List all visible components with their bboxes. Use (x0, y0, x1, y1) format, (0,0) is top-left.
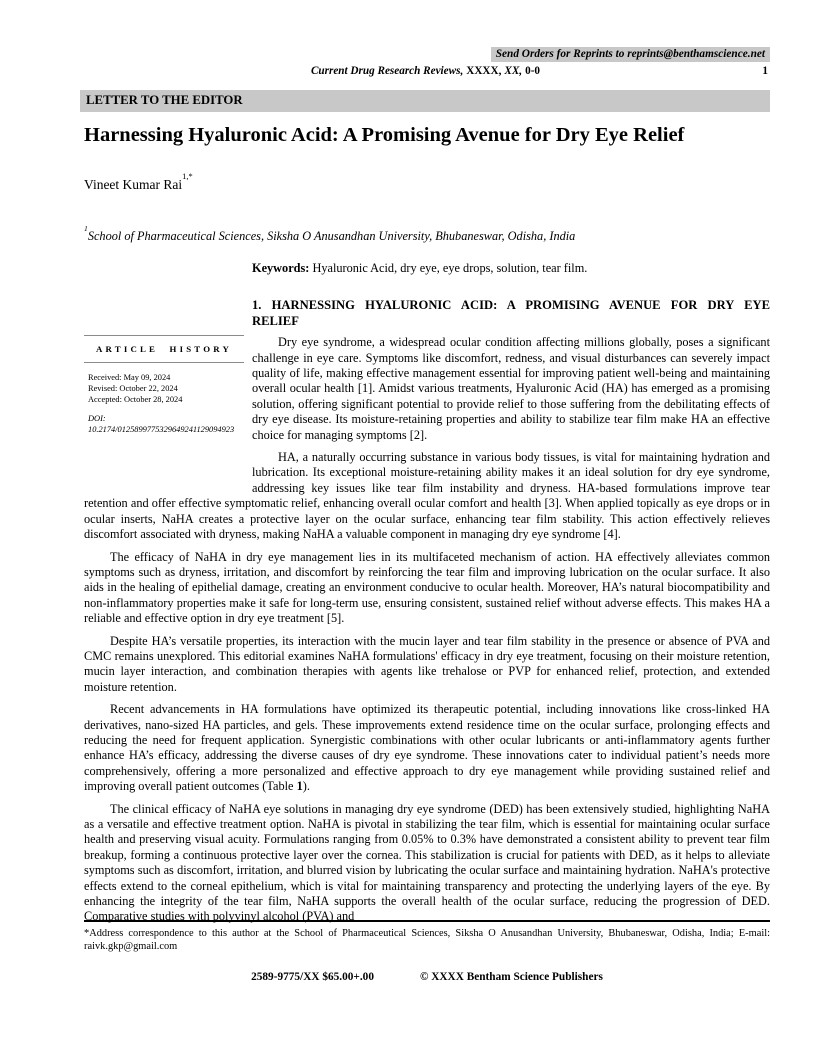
journal-issue: XX, (504, 65, 523, 77)
paragraph-4: Despite HA’s versatile properties, its interaction with the mucin layer and tear film stability in the presence or absence of PVA and CMC remains unexplored. This editorial examines NaHA formulations' efficacy in dry eye treatment, focusing on their moisture retention, mucin layer interaction, and combination therapies with agents like trehalose or PVP for enhanced relief, protection, and extended moisture retention. (84, 633, 770, 694)
table-1-reference: 1 (296, 779, 303, 794)
paragraph-6: The clinical efficacy of NaHA eye solutions in managing dry eye syndrome (DED) has been extensively studied, highlighting NaHA as a versatile and effective treatment option. NaHA is pivotal in stabilizing the tear film, which is essential for maintaining ocular surface health and preserving visual acuity. Formulations ranging from 0.05% to 0.3% have demonstrated a consistent ability to prevent tear film breakup, forming a continuous protective layer over the cornea. This stabilization is crucial for patients with DED, as it helps to alleviate symptoms such as discomfort, irritation, and blurred vision by lubricating the ocular surface and maintaining hydration. NaHA's protective effects extend to the corneal epithelium, which is vital for maintaining transparency and protecting the underlying layers of the eye. By enhancing the integrity of the tear film, NaHA supports the overall health of the ocular surface, reducing the progression of DED. Comparative studies with polyvinyl alcohol (PVA) and (84, 801, 770, 923)
affiliation-line (84, 224, 770, 244)
keywords-label: Keywords: (252, 261, 310, 275)
correspondence-footnote: *Address correspondence to this author at the School of Pharmaceutical Sciences, Siksha O Anusandhan University, Bhubaneswar, Odisha, India; E-mail: raivk.gkp@gmail.com (84, 928, 770, 953)
reprint-notice-text: Send Orders for Reprints to reprints@benthamscience.net (491, 47, 770, 62)
paragraph-3: The efficacy of NaHA in dry eye management lies in its multifaceted mechanism of action. HA effectively alleviates common symptoms such as dryness, irritation, and discomfort by reinforcing the tear film and improving lubrication on the ocular surface. It also aids in the healing of epithelial damage, creating an environment conducive to ocular health. Moreover, HA’s natural biocompatibility and non-inflammatory properties make it safe for long-term use, ensuring consistent, sustained relief without adverse effects. This makes HA a reliable and effective option in dry eye treatment [5]. (84, 549, 770, 626)
article-body (84, 261, 770, 923)
author-line (84, 172, 193, 193)
author-superscript: 1,* (182, 172, 193, 182)
article-history-dates (84, 372, 244, 405)
issn-price: 2589-9775/XX $65.00+.00 (251, 971, 374, 984)
publisher-line (84, 971, 770, 983)
page-footer (84, 920, 770, 983)
reprint-notice-bar (491, 44, 770, 62)
journal-title: Current Drug Research Reviews, (310, 65, 464, 77)
affiliation-superscript: 1 (84, 224, 88, 234)
copyright-notice: © XXXX Bentham Science Publishers (419, 971, 603, 984)
journal-pages: 0-0 (525, 65, 541, 77)
footnote-divider (84, 920, 770, 922)
article-history-heading: ARTICLE HISTORY (84, 335, 244, 363)
author-name: Vineet Kumar Rai (84, 177, 183, 192)
paragraph-2: HA, a naturally occurring substance in various body tissues, is vital for maintaining hydration and lubrication. Its exceptional moisture-retaining ability makes it an ideal solution for dry eye syndrome, addressing key issues like tear film instability and dryness. HA-based formulations improve tear retention and offer effective symptomatic relief, enhancing overall ocular comfort and health [3]. When applied topically as eye drops or in ocular inserts, NaHA creates a protective layer on the ocular surface, enhancing tear film stability. This action effectively relieves discomfort associated with dryness, making NaHA a valuable component in managing dry eye syndrome [4]. (84, 450, 770, 542)
journal-volume: XXXX, (466, 65, 502, 77)
article-type-banner: LETTER TO THE EDITOR (80, 90, 770, 112)
section-heading-line2: RELIEF (252, 313, 299, 328)
article-doi (84, 414, 244, 435)
paragraph-1: Dry eye syndrome, a widespread ocular condition affecting millions globally, poses a significant challenge in eye care. Symptoms like discomfort, redness, and visual disturbances can severely impact quality of life, making effective management essential for improving patient well-being and maintaining overall ocular health [1]. Amidst various treatments, Hyaluronic Acid (HA) has emerged as a promising solution, offering significant potential to provide relief to those suffering from the debilitating effects of dry eye disease. Its moisture-retaining properties and ability to stabilize tear film make HA an effective choice for managing symptoms [2]. (252, 335, 770, 442)
article-history-panel (84, 261, 244, 481)
doi-label: DOI: (88, 414, 106, 424)
paragraph-5-end: ). (302, 779, 310, 794)
page-number: 1 (762, 65, 768, 77)
doi-value: 10.2174/0125899775329649241129094923 (88, 424, 235, 434)
revised-date: Revised: October 22, 2024 (88, 384, 178, 394)
journal-citation-line (84, 65, 770, 77)
affiliation-text: School of Pharmaceutical Sciences, Siksha O Anusandhan University, Bhubaneswar, Odisha, India (87, 229, 576, 243)
received-date: Received: May 09, 2024 (88, 373, 171, 383)
paragraph-5 (84, 702, 770, 794)
keywords-text: Hyaluronic Acid, dry eye, eye drops, solution, tear film. (309, 261, 588, 275)
article-title: Harnessing Hyaluronic Acid: A Promising Avenue for Dry Eye Relief (84, 124, 685, 146)
paragraph-5-text: Recent advancements in HA formulations have optimized its therapeutic potential, including innovations like cross-linked HA derivatives, nano-sized HA particles, and gels. These improvements extend residence time on the ocular surface, prolonging effects and reducing the need for frequent application. Synergistic combinations with other ocular lubricants or anti-inflammatory agents further enhance HA’s efficacy, addressing the diverse causes of dry eye syndrome. These innovations cater to individual patient’s needs more comprehensively, offering a more personalized and effective approach to dry eye management while providing sustained relief and improving overall patient outcomes (Table (84, 702, 770, 794)
accepted-date: Accepted: October 28, 2024 (88, 395, 183, 405)
section-heading-line1: 1. HARNESSING HYALURONIC ACID: A PROMISING AVENUE FOR DRY EYE (252, 298, 770, 313)
article-history-box (84, 335, 244, 435)
